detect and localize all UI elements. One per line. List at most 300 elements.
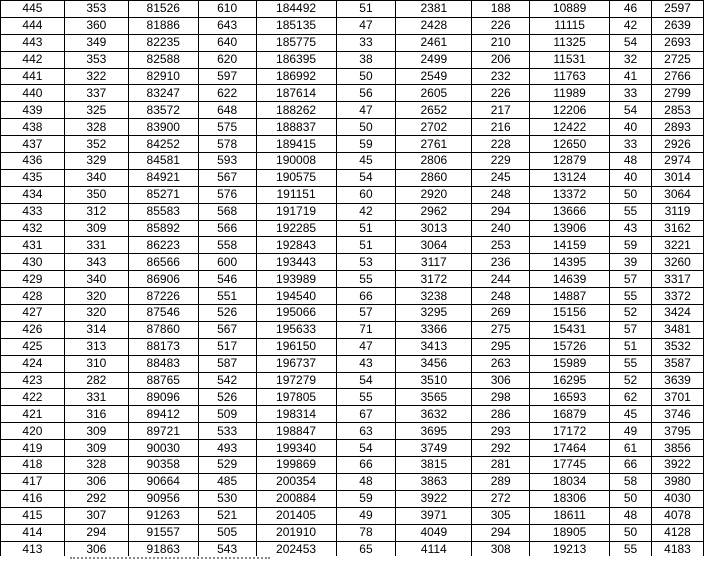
table-cell[interactable]: 14887 [530,288,610,305]
table-cell[interactable]: 4030 [651,490,703,507]
table-cell[interactable]: 430 [1,254,65,271]
table-cell[interactable]: 558 [198,237,256,254]
table-cell[interactable]: 197279 [256,372,336,389]
table-cell[interactable]: 306 [64,541,128,558]
table-cell[interactable]: 54 [336,440,396,457]
table-cell[interactable]: 292 [64,490,128,507]
table-cell[interactable]: 47 [336,338,396,355]
table-cell[interactable]: 194540 [256,288,336,305]
table-cell[interactable]: 42 [610,17,652,34]
table-cell[interactable]: 86566 [128,254,198,271]
table-cell[interactable]: 2853 [651,102,703,119]
table-cell[interactable]: 190575 [256,169,336,186]
table-cell[interactable]: 349 [64,34,128,51]
table-cell[interactable]: 45 [610,406,652,423]
table-cell[interactable]: 51 [336,1,396,18]
table-cell[interactable]: 2920 [396,186,472,203]
table-cell[interactable]: 48 [610,153,652,170]
table-cell[interactable]: 521 [198,507,256,524]
table-cell[interactable]: 51 [336,220,396,237]
table-cell[interactable]: 11325 [530,34,610,51]
table-cell[interactable]: 84921 [128,169,198,186]
table-cell[interactable]: 331 [64,237,128,254]
table-cell[interactable]: 84581 [128,153,198,170]
table-cell[interactable]: 57 [336,305,396,322]
table-cell[interactable]: 413 [1,541,65,558]
table-cell[interactable]: 88483 [128,355,198,372]
table-cell[interactable]: 493 [198,440,256,457]
table-cell[interactable]: 89412 [128,406,198,423]
table-cell[interactable]: 4114 [396,541,472,558]
table-cell[interactable]: 91557 [128,524,198,541]
table-cell[interactable]: 316 [64,406,128,423]
table-cell[interactable]: 201910 [256,524,336,541]
table-cell[interactable]: 2693 [651,34,703,51]
table-cell[interactable]: 87546 [128,305,198,322]
table-cell[interactable]: 542 [198,372,256,389]
table-cell[interactable]: 55 [610,355,652,372]
table-cell[interactable]: 90358 [128,457,198,474]
table-cell[interactable]: 12879 [530,153,610,170]
table-cell[interactable]: 312 [64,203,128,220]
table-cell[interactable]: 427 [1,305,65,322]
table-cell[interactable]: 432 [1,220,65,237]
table-cell[interactable]: 62 [610,389,652,406]
table-cell[interactable]: 2381 [396,1,472,18]
table-cell[interactable]: 66 [336,288,396,305]
table-cell[interactable]: 295 [472,338,530,355]
table-cell[interactable]: 86906 [128,271,198,288]
table-cell[interactable]: 78 [336,524,396,541]
table-cell[interactable]: 269 [472,305,530,322]
table-cell[interactable]: 2725 [651,51,703,68]
table-cell[interactable]: 50 [610,490,652,507]
table-cell[interactable]: 546 [198,271,256,288]
table-cell[interactable]: 3922 [396,490,472,507]
table-cell[interactable]: 3013 [396,220,472,237]
table-cell[interactable]: 2461 [396,34,472,51]
table-cell[interactable]: 543 [198,541,256,558]
table-cell[interactable]: 325 [64,102,128,119]
table-cell[interactable]: 509 [198,406,256,423]
table-cell[interactable]: 19213 [530,541,610,558]
table-cell[interactable]: 185135 [256,17,336,34]
table-cell[interactable]: 2499 [396,51,472,68]
table-cell[interactable]: 83572 [128,102,198,119]
table-cell[interactable]: 568 [198,203,256,220]
table-cell[interactable]: 83900 [128,119,198,136]
table-cell[interactable]: 90664 [128,473,198,490]
table-cell[interactable]: 2605 [396,85,472,102]
table-cell[interactable]: 322 [64,68,128,85]
table-cell[interactable]: 294 [472,524,530,541]
table-cell[interactable]: 439 [1,102,65,119]
table-cell[interactable]: 329 [64,153,128,170]
table-cell[interactable]: 49 [336,507,396,524]
table-cell[interactable]: 4128 [651,524,703,541]
table-cell[interactable]: 415 [1,507,65,524]
table-cell[interactable]: 56 [336,85,396,102]
table-cell[interactable]: 328 [64,119,128,136]
table-cell[interactable]: 202453 [256,541,336,558]
table-cell[interactable]: 444 [1,17,65,34]
table-cell[interactable]: 320 [64,305,128,322]
table-cell[interactable]: 320 [64,288,128,305]
table-cell[interactable]: 640 [198,34,256,51]
table-cell[interactable]: 3746 [651,406,703,423]
table-cell[interactable]: 360 [64,17,128,34]
table-cell[interactable]: 418 [1,457,65,474]
table-cell[interactable]: 298 [472,389,530,406]
table-cell[interactable]: 309 [64,220,128,237]
table-cell[interactable]: 13372 [530,186,610,203]
table-cell[interactable]: 3815 [396,457,472,474]
table-cell[interactable]: 2766 [651,68,703,85]
table-cell[interactable]: 2926 [651,136,703,153]
table-cell[interactable]: 14159 [530,237,610,254]
table-cell[interactable]: 55 [610,203,652,220]
table-cell[interactable]: 12650 [530,136,610,153]
table-cell[interactable]: 526 [198,389,256,406]
table-cell[interactable]: 2549 [396,68,472,85]
table-cell[interactable]: 435 [1,169,65,186]
table-cell[interactable]: 50 [610,186,652,203]
table-cell[interactable]: 52 [610,305,652,322]
table-cell[interactable]: 443 [1,34,65,51]
table-cell[interactable]: 440 [1,85,65,102]
table-cell[interactable]: 587 [198,355,256,372]
table-cell[interactable]: 200884 [256,490,336,507]
table-cell[interactable]: 91863 [128,541,198,558]
table-cell[interactable]: 16879 [530,406,610,423]
table-cell[interactable]: 3863 [396,473,472,490]
table-cell[interactable]: 244 [472,271,530,288]
table-cell[interactable]: 81886 [128,17,198,34]
table-cell[interactable]: 3295 [396,305,472,322]
table-cell[interactable]: 328 [64,457,128,474]
table-cell[interactable]: 55 [610,541,652,558]
table-cell[interactable]: 286 [472,406,530,423]
table-cell[interactable]: 11763 [530,68,610,85]
table-cell[interactable]: 59 [336,490,396,507]
table-cell[interactable]: 54 [336,169,396,186]
table-cell[interactable]: 3260 [651,254,703,271]
table-cell[interactable]: 33 [610,85,652,102]
table-cell[interactable]: 198847 [256,423,336,440]
table-cell[interactable]: 526 [198,305,256,322]
table-cell[interactable]: 199340 [256,440,336,457]
table-cell[interactable]: 442 [1,51,65,68]
table-cell[interactable]: 4078 [651,507,703,524]
table-cell[interactable]: 16593 [530,389,610,406]
table-cell[interactable]: 43 [336,355,396,372]
table-cell[interactable]: 66 [336,457,396,474]
table-cell[interactable]: 3372 [651,288,703,305]
table-cell[interactable]: 294 [64,524,128,541]
table-cell[interactable]: 200354 [256,473,336,490]
table-cell[interactable]: 597 [198,68,256,85]
table-cell[interactable]: 185775 [256,34,336,51]
table-cell[interactable]: 240 [472,220,530,237]
table-cell[interactable]: 445 [1,1,65,18]
table-cell[interactable]: 620 [198,51,256,68]
table-cell[interactable]: 87226 [128,288,198,305]
table-cell[interactable]: 90030 [128,440,198,457]
table-cell[interactable]: 310 [64,355,128,372]
table-cell[interactable]: 3014 [651,169,703,186]
table-cell[interactable]: 340 [64,169,128,186]
table-cell[interactable]: 50 [610,524,652,541]
table-cell[interactable]: 353 [64,51,128,68]
table-cell[interactable]: 66 [610,457,652,474]
table-cell[interactable]: 2974 [651,153,703,170]
table-cell[interactable]: 292 [472,440,530,457]
table-cell[interactable]: 3639 [651,372,703,389]
table-cell[interactable]: 2761 [396,136,472,153]
table-cell[interactable]: 189415 [256,136,336,153]
table-cell[interactable]: 551 [198,288,256,305]
table-cell[interactable]: 11115 [530,17,610,34]
table-cell[interactable]: 216 [472,119,530,136]
table-cell[interactable]: 82588 [128,51,198,68]
table-cell[interactable]: 33 [336,34,396,51]
table-cell[interactable]: 48 [610,507,652,524]
table-cell[interactable]: 199869 [256,457,336,474]
table-cell[interactable]: 47 [336,17,396,34]
table-cell[interactable]: 15156 [530,305,610,322]
table-cell[interactable]: 309 [64,423,128,440]
table-cell[interactable]: 32 [610,51,652,68]
table-cell[interactable]: 17745 [530,457,610,474]
table-cell[interactable]: 54 [610,102,652,119]
table-cell[interactable]: 191719 [256,203,336,220]
table-cell[interactable]: 196737 [256,355,336,372]
table-cell[interactable]: 437 [1,136,65,153]
table-cell[interactable]: 10889 [530,1,610,18]
table-cell[interactable]: 86223 [128,237,198,254]
table-cell[interactable]: 57 [610,321,652,338]
table-cell[interactable]: 308 [472,541,530,558]
table-cell[interactable]: 82235 [128,34,198,51]
table-cell[interactable]: 3565 [396,389,472,406]
table-cell[interactable]: 18306 [530,490,610,507]
table-cell[interactable]: 294 [472,203,530,220]
table-cell[interactable]: 3162 [651,220,703,237]
table-cell[interactable]: 643 [198,17,256,34]
table-cell[interactable]: 13906 [530,220,610,237]
table-cell[interactable]: 40 [610,169,652,186]
table-cell[interactable]: 4183 [651,541,703,558]
table-cell[interactable]: 38 [336,51,396,68]
table-cell[interactable]: 2893 [651,119,703,136]
table-cell[interactable]: 55 [336,389,396,406]
table-cell[interactable]: 3749 [396,440,472,457]
table-cell[interactable]: 16295 [530,372,610,389]
table-cell[interactable]: 195633 [256,321,336,338]
table-cell[interactable]: 416 [1,490,65,507]
table-cell[interactable]: 576 [198,186,256,203]
table-cell[interactable]: 85892 [128,220,198,237]
table-cell[interactable]: 83247 [128,85,198,102]
table-cell[interactable]: 3481 [651,321,703,338]
table-cell[interactable]: 14639 [530,271,610,288]
table-cell[interactable]: 46 [610,1,652,18]
table-cell[interactable]: 193989 [256,271,336,288]
table-cell[interactable]: 343 [64,254,128,271]
table-cell[interactable]: 3413 [396,338,472,355]
table-cell[interactable]: 3456 [396,355,472,372]
table-cell[interactable]: 429 [1,271,65,288]
table-cell[interactable]: 15726 [530,338,610,355]
table-cell[interactable]: 236 [472,254,530,271]
table-cell[interactable]: 419 [1,440,65,457]
table-cell[interactable]: 49 [610,423,652,440]
table-cell[interactable]: 12422 [530,119,610,136]
table-cell[interactable]: 85583 [128,203,198,220]
table-cell[interactable]: 186395 [256,51,336,68]
table-cell[interactable]: 51 [336,237,396,254]
table-cell[interactable]: 87860 [128,321,198,338]
table-cell[interactable]: 71 [336,321,396,338]
table-cell[interactable]: 530 [198,490,256,507]
table-cell[interactable]: 438 [1,119,65,136]
table-cell[interactable]: 436 [1,153,65,170]
table-cell[interactable]: 91263 [128,507,198,524]
table-cell[interactable]: 201405 [256,507,336,524]
table-cell[interactable]: 81526 [128,1,198,18]
table-cell[interactable]: 3221 [651,237,703,254]
table-cell[interactable]: 65 [336,541,396,558]
table-cell[interactable]: 309 [64,440,128,457]
table-cell[interactable]: 3510 [396,372,472,389]
table-cell[interactable]: 188837 [256,119,336,136]
table-cell[interactable]: 340 [64,271,128,288]
table-cell[interactable]: 2806 [396,153,472,170]
table-cell[interactable]: 314 [64,321,128,338]
table-cell[interactable]: 414 [1,524,65,541]
table-cell[interactable]: 57 [610,271,652,288]
table-cell[interactable]: 85271 [128,186,198,203]
table-cell[interactable]: 42 [336,203,396,220]
table-cell[interactable]: 45 [336,153,396,170]
table-cell[interactable]: 184492 [256,1,336,18]
table-cell[interactable]: 15431 [530,321,610,338]
table-cell[interactable]: 307 [64,507,128,524]
table-cell[interactable]: 4049 [396,524,472,541]
table-cell[interactable]: 232 [472,68,530,85]
table-cell[interactable]: 593 [198,153,256,170]
table-cell[interactable]: 2428 [396,17,472,34]
table-cell[interactable]: 226 [472,17,530,34]
table-cell[interactable]: 2639 [651,17,703,34]
table-cell[interactable]: 578 [198,136,256,153]
table-cell[interactable]: 17464 [530,440,610,457]
table-cell[interactable]: 18611 [530,507,610,524]
table-cell[interactable]: 59 [336,136,396,153]
table-cell[interactable]: 61 [610,440,652,457]
table-cell[interactable]: 3064 [651,186,703,203]
table-cell[interactable]: 228 [472,136,530,153]
table-cell[interactable]: 421 [1,406,65,423]
table-cell[interactable]: 431 [1,237,65,254]
table-cell[interactable]: 187614 [256,85,336,102]
table-cell[interactable]: 575 [198,119,256,136]
table-cell[interactable]: 53 [336,254,396,271]
table-cell[interactable]: 331 [64,389,128,406]
table-cell[interactable]: 188262 [256,102,336,119]
table-cell[interactable]: 188 [472,1,530,18]
table-cell[interactable]: 58 [610,473,652,490]
table-cell[interactable]: 529 [198,457,256,474]
table-cell[interactable]: 2799 [651,85,703,102]
table-cell[interactable]: 3980 [651,473,703,490]
table-cell[interactable]: 3701 [651,389,703,406]
table-cell[interactable]: 193443 [256,254,336,271]
table-cell[interactable]: 337 [64,85,128,102]
table-cell[interactable]: 54 [610,34,652,51]
table-cell[interactable]: 306 [472,372,530,389]
table-cell[interactable]: 3695 [396,423,472,440]
table-cell[interactable]: 3172 [396,271,472,288]
table-cell[interactable]: 192285 [256,220,336,237]
table-cell[interactable]: 18905 [530,524,610,541]
table-cell[interactable]: 3317 [651,271,703,288]
table-cell[interactable]: 3366 [396,321,472,338]
table-cell[interactable]: 192843 [256,237,336,254]
table-cell[interactable]: 229 [472,153,530,170]
table-cell[interactable]: 2652 [396,102,472,119]
table-cell[interactable]: 2962 [396,203,472,220]
table-cell[interactable]: 3117 [396,254,472,271]
table-cell[interactable]: 197805 [256,389,336,406]
table-cell[interactable]: 82910 [128,68,198,85]
table-cell[interactable]: 89721 [128,423,198,440]
table-cell[interactable]: 33 [610,136,652,153]
table-cell[interactable]: 11989 [530,85,610,102]
table-cell[interactable]: 420 [1,423,65,440]
table-cell[interactable]: 18034 [530,473,610,490]
table-cell[interactable]: 3532 [651,338,703,355]
table-cell[interactable]: 39 [610,254,652,271]
table-cell[interactable]: 52 [610,372,652,389]
table-cell[interactable]: 198314 [256,406,336,423]
table-cell[interactable]: 217 [472,102,530,119]
table-cell[interactable]: 441 [1,68,65,85]
table-cell[interactable]: 293 [472,423,530,440]
table-cell[interactable]: 505 [198,524,256,541]
table-cell[interactable]: 313 [64,338,128,355]
table-cell[interactable]: 353 [64,1,128,18]
table-cell[interactable]: 13124 [530,169,610,186]
table-cell[interactable]: 305 [472,507,530,524]
table-cell[interactable]: 648 [198,102,256,119]
table-cell[interactable]: 272 [472,490,530,507]
table-cell[interactable]: 485 [198,473,256,490]
table-cell[interactable]: 3587 [651,355,703,372]
table-cell[interactable]: 425 [1,338,65,355]
table-cell[interactable]: 54 [336,372,396,389]
table-cell[interactable]: 88765 [128,372,198,389]
table-cell[interactable]: 3856 [651,440,703,457]
table-cell[interactable]: 50 [336,68,396,85]
table-cell[interactable]: 350 [64,186,128,203]
table-cell[interactable]: 426 [1,321,65,338]
table-cell[interactable]: 3064 [396,237,472,254]
table-cell[interactable]: 622 [198,85,256,102]
table-cell[interactable]: 191151 [256,186,336,203]
table-cell[interactable]: 67 [336,406,396,423]
table-cell[interactable]: 3922 [651,457,703,474]
